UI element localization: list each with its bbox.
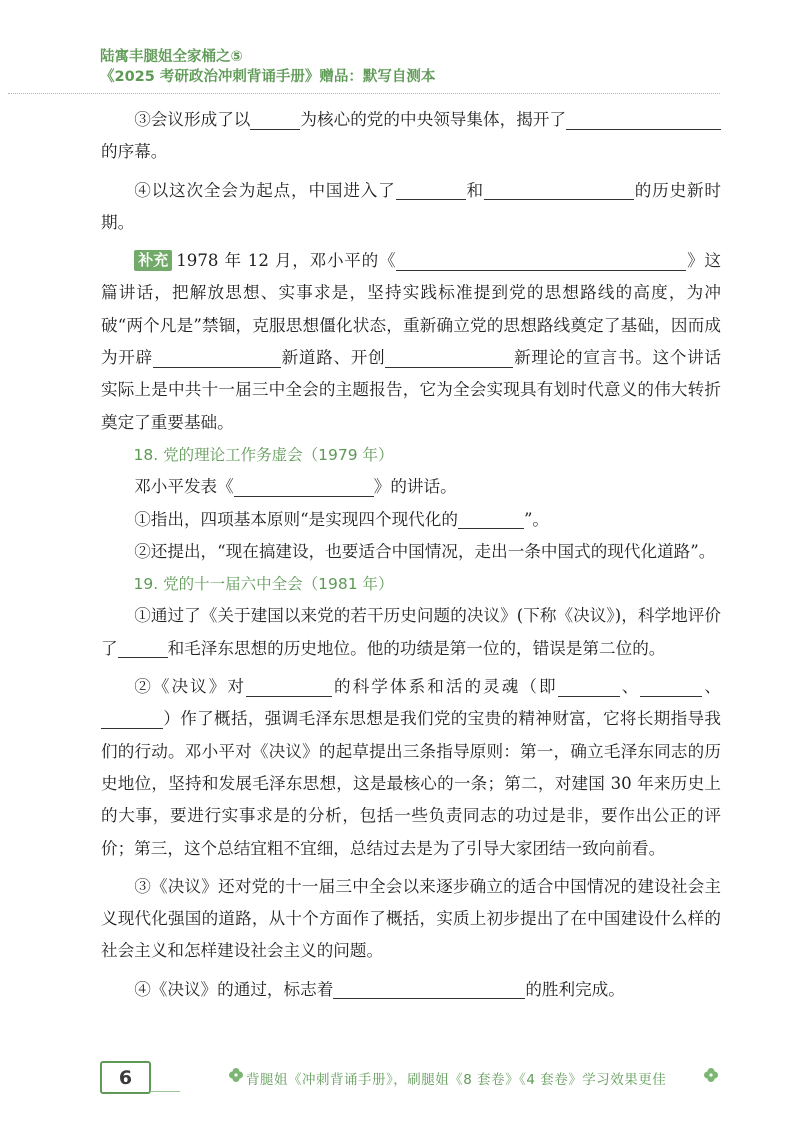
- paragraph: ②《决议》对 的科学体系和活的灵魂（即 、 、）作了概括，强调毛泽东思想是我们党的宝贵的精神财富，它将长期指导我们的行动。邓小平对《决议》的起草提出三条指导原则：第一，确立毛泽东同志的历史地位，坚持和发展毛泽东思想，这是最核心的一条；第二，对建国 30 年来历史上的大事，要进行实事求是的分析，包括一些负责同志的功过是非，要作出公正的评价；第三，这个总结宜粗不宜细，总结过去是为了引导大家团结一致向前看。: [101, 677, 722, 858]
- fill-blank[interactable]: [385, 349, 513, 367]
- paragraph: ③会议形成了以 为核心的党的中央领导集体，揭开了的序幕。: [101, 104, 721, 169]
- header-divider: [8, 93, 720, 94]
- paragraph: ①通过了《关于建国以来党的若干历史问题的决议》(下称《决议》)，科学地评价了 和毛泽东思想的历史地位。他的功绩是第一位的，错误是第二位的。: [101, 606, 721, 658]
- section-heading-19: 19. 党的十一届六中全会（1981 年）: [133, 575, 394, 594]
- clover-icon: [228, 1067, 244, 1083]
- fill-blank[interactable]: [558, 678, 620, 696]
- main-content: [101, 104, 721, 1006]
- footer-divider: [150, 1091, 180, 1092]
- footer-tagline: 背腿姐《冲刺背诵手册》，刷腿姐《8 套卷》《4 套卷》学习效果更佳: [246, 1072, 667, 1088]
- fill-blank[interactable]: [674, 111, 721, 129]
- fill-blank[interactable]: [153, 349, 281, 367]
- fill-blank[interactable]: [484, 182, 634, 200]
- supplement-paragraph: 补充 1978 年 12 月，邓小平的《 》这篇讲话，把解放思想、实事求是，坚持实践标准提到党的思想路线的高度，为冲破“两个凡是”禁锢，克服思想僵化状态，重新确立党的思想路线奠定了基础，因而成为开辟 新道路、开创 新理论的宣言书。这个讲话实际上是中共十一届三中全会的主题报告，它为全会实现具有划时代意义的伟大转折奠定了重要基础。: [101, 251, 722, 432]
- page-number: 6: [100, 1061, 151, 1094]
- fill-blank[interactable]: [333, 981, 525, 999]
- fill-blank[interactable]: [234, 478, 374, 496]
- header-series-title: 陆寓丰腿姐全家桶之⑤: [100, 49, 243, 65]
- header-book-title: 《2025 考研政治冲刺背诵手册》赠品：默写自测本: [100, 69, 436, 85]
- fill-blank[interactable]: [246, 678, 332, 696]
- section-heading-18: 18. 党的理论工作务虚会（1979 年）: [133, 445, 394, 464]
- fill-blank[interactable]: [396, 182, 466, 200]
- paragraph: ①指出，四项基本原则“是实现四个现代化的 ”。: [134, 509, 550, 529]
- paragraph: 邓小平发表《 》的讲话。: [134, 477, 457, 497]
- fill-blank[interactable]: [250, 111, 300, 129]
- paragraph: ④以这次全会为起点，中国进入了 和 的历史新时期。: [101, 180, 722, 232]
- paragraph: ④《决议》的通过，标志着 的胜利完成。: [134, 979, 625, 999]
- supplement-tag: 补充: [134, 250, 172, 271]
- page-header: [100, 48, 720, 88]
- fill-blank[interactable]: [118, 640, 168, 658]
- fill-blank[interactable]: [101, 711, 163, 729]
- fill-blank[interactable]: [396, 252, 686, 270]
- paragraph: ②还提出，“现在搞建设，也要适合中国情况，走出一条中国式的现代化道路”。: [134, 541, 716, 561]
- fill-blank[interactable]: [640, 678, 702, 696]
- paragraph: ③《决议》还对党的十一届三中全会以来逐步确立的适合中国情况的建设社会主义现代化强国的道路，从十个方面作了概括，实质上初步提出了在中国建设什么样的社会主义和怎样建设社会主义的问题。: [101, 876, 721, 961]
- clover-icon: [703, 1067, 719, 1083]
- fill-blank[interactable]: [458, 511, 524, 529]
- fill-blank[interactable]: [566, 111, 674, 129]
